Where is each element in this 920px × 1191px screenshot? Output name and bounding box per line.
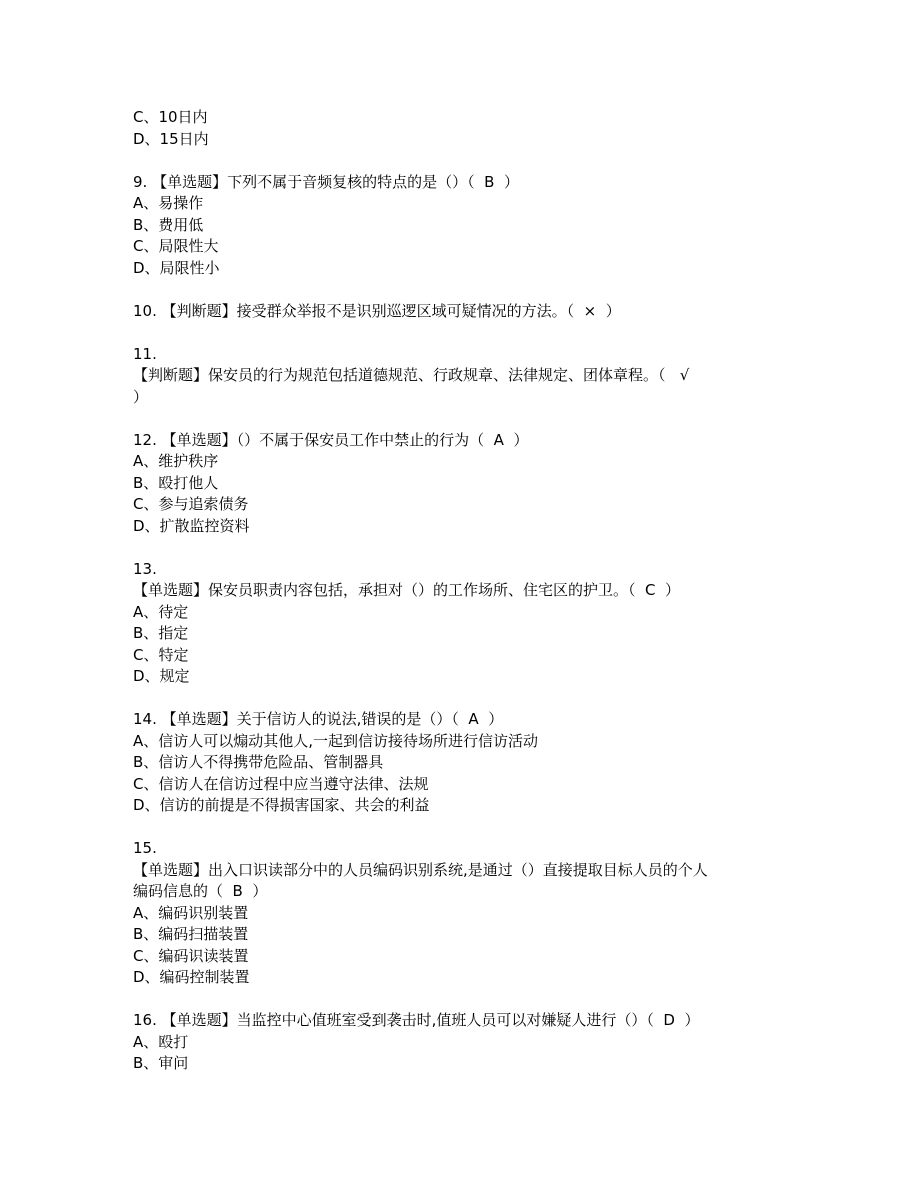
question-9: 9. 【单选题】下列不属于音频复核的特点的是（）（ B ） xyxy=(133,172,519,191)
spacer xyxy=(133,817,783,839)
document-page xyxy=(133,107,783,1075)
spacer xyxy=(133,989,783,1011)
option-d-q12: D、扩散监控资料 xyxy=(133,516,250,535)
spacer xyxy=(133,322,783,344)
spacer xyxy=(133,150,783,172)
option-c-q14: C、信访人在信访过程中应当遵守法律、法规 xyxy=(133,774,429,793)
option-b-q9: B、费用低 xyxy=(133,215,204,234)
option-c-q8: C、10日内 xyxy=(133,108,208,126)
option-d-q14: D、信访的前提是不得损害国家、共会的利益 xyxy=(133,796,430,814)
question-11-number: 11. xyxy=(133,344,157,363)
question-15: 【单选题】出入口识读部分中的人员编码识别系统,是通过（）直接提取目标人员的个人 xyxy=(133,860,708,879)
question-11-answer-close: ） xyxy=(133,387,149,406)
option-a-q14: A、信访人可以煽动其他人,一起到信访接待场所进行信访活动 xyxy=(133,731,539,750)
question-15-continued: 编码信息的（ B ） xyxy=(133,882,268,900)
option-b-q15: B、编码扫描装置 xyxy=(133,925,249,943)
option-b-q14: B、信访人不得携带危险品、管制器具 xyxy=(133,753,384,771)
spacer xyxy=(133,537,783,559)
question-11: 【判断题】保安员的行为规范包括道德规范、行政规章、法律规定、团体章程。（ √ xyxy=(133,366,690,384)
option-c-q9: C、局限性大 xyxy=(133,237,219,255)
option-d-q9: D、局限性小 xyxy=(133,258,220,277)
option-b-q16: B、审问 xyxy=(133,1054,189,1072)
question-14: 14. 【单选题】关于信访人的说法,错误的是（）（ A ） xyxy=(133,710,504,728)
question-16: 16. 【单选题】当监控中心值班室受到袭击时,值班人员可以对嫌疑人进行（）（ D ） xyxy=(133,1011,700,1029)
question-13-number: 13. xyxy=(133,559,157,578)
spacer xyxy=(133,279,783,301)
option-c-q13: C、特定 xyxy=(133,645,189,664)
option-b-q12: B、殴打他人 xyxy=(133,473,219,492)
option-a-q15: A、编码识别装置 xyxy=(133,903,249,922)
option-c-q12: C、参与追索债务 xyxy=(133,495,249,513)
option-d-q8: D、15日内 xyxy=(133,129,209,148)
option-c-q15: C、编码识读装置 xyxy=(133,946,249,965)
option-a-q13: A、待定 xyxy=(133,602,189,621)
option-d-q13: D、规定 xyxy=(133,667,190,685)
spacer xyxy=(133,408,783,430)
option-b-q13: B、指定 xyxy=(133,624,189,642)
option-a-q12: A、维护秩序 xyxy=(133,452,219,470)
question-12: 12. 【单选题】（）不属于保安员工作中禁止的行为（ A ） xyxy=(133,430,529,449)
question-13: 【单选题】保安员职责内容包括，承担对（）的工作场所、住宅区的护卫。（ C ） xyxy=(133,581,681,599)
option-a-q9: A、易操作 xyxy=(133,194,204,212)
question-10: 10. 【判断题】接受群众举报不是识别巡逻区域可疑情况的方法。（ × ） xyxy=(133,301,621,320)
option-a-q16: A、殴打 xyxy=(133,1032,189,1051)
spacer xyxy=(133,688,783,710)
question-15-number: 15. xyxy=(133,839,157,857)
option-d-q15: D、编码控制装置 xyxy=(133,968,250,986)
